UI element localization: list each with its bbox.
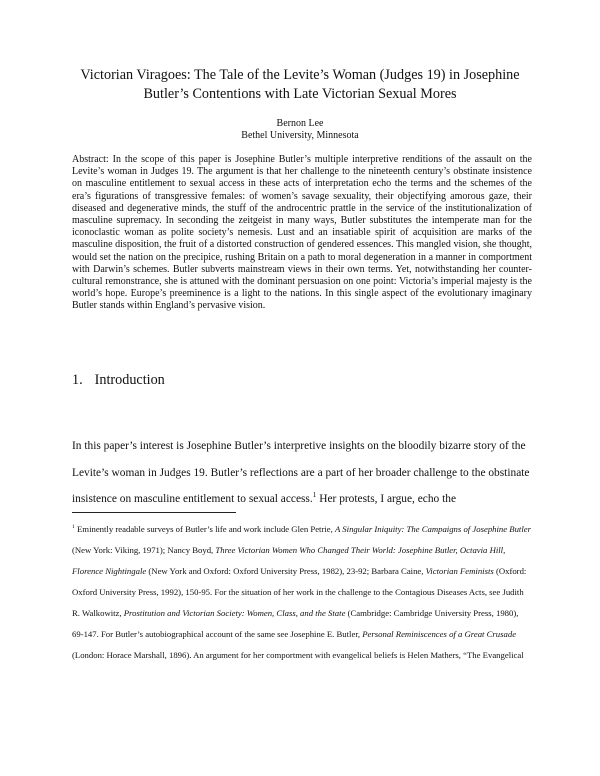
footnote-text: (New York and Oxford: Oxford University Press, 1982), 23-92; Barbara Caine, (146, 566, 426, 576)
footnote-text: (Cambridge: Cambridge University Press, 1980), 69-147. For Butler’s autobiographical account of the same see Josephine E. Butler, (72, 608, 519, 639)
footnote-text: (London: Horace Marshall, 1896). An argument for her comportment with evangelical beliefs is Helen Mathers, “The Evangelical (72, 650, 524, 660)
footnote-text: (Oxford: Oxford University Press, 1992), 150-95. For the situation of her work in the challenge to the Contagious Diseases Acts, see Judith R. Walkowitz, (72, 566, 527, 618)
section-number: 1. (72, 372, 83, 388)
intro-text-continued: Her protests, I argue, echo the (316, 493, 457, 505)
title-line-2: Butler’s Contentions with Late Victorian Sexual Mores (143, 86, 457, 102)
title-line-1: Victorian Viragoes: The Tale of the Levite’s Woman (Judges 19) in Josephine (80, 67, 520, 83)
footnote-1 (72, 519, 532, 666)
intro-body (72, 433, 532, 513)
footnote-separator (72, 512, 236, 513)
intro-text: In this paper’s interest is Josephine Butler’s interpretive insights on the bloodily bizarre story of the Levite’s woman in Judges 19. Butler’s reflections are a part of her broader challenge to the obstinate insistence on masculine entitlement to sexual access. (72, 440, 530, 505)
section-heading (72, 372, 165, 389)
footnote-text: Eminently readable surveys of Butler’s life and work include Glen Petrie, (74, 524, 335, 534)
abstract: Abstract: In the scope of this paper is Josephine Butler’s multiple interpretive renditions of the assault on the Levite’s woman in Judges 19. The argument is that her challenge to the nineteenth century’s obstinate insistence on masculine entitlement to sexual access in these acts of interpretation echo the terms and the schemes of the era’s figurations of transgressive females: of women’s savage sexuality, their objectifying amorous gaze, their diseased and degenerative minds, the stuff of the androcentric prattle in the service of the institutionalization of masculine supremacy. In seconding the zeitgeist in many ways, Butler substitutes the intemperate man for the iconoclastic woman as polite society’s nemesis. Lust and an insatiable spirit of acquisition are marks of the masculine disposition, the fruit of a distorted construction of gendered essences. This mangled vision, she thought, would set the nation on the precipice, rushing Britain on a path to moral degeneration in a manner in comportment with Darwin’s schemes. Butler subverts mainstream views in their own terms. Yet, notwithstanding her counter-cultural remonstrance, she is attuned with the dominant persuasion on one point: Victoria’s imperial majesty is the world’s hope. Europe’s preeminence is a light to the nations. In this single aspect of the evolutionary imaginary Butler stands within England’s pervasive vision. (72, 154, 532, 312)
author-name: Bernon Lee (276, 118, 324, 129)
section-title: Introduction (94, 372, 165, 388)
author-affiliation: Bethel University, Minnesota (241, 130, 359, 141)
footnote-book-title: A Singular Iniquity: The Campaigns of Josephine Butler (334, 524, 532, 534)
footnote-mark: 1 (72, 524, 75, 531)
footnote-reference[interactable]: 1 (312, 490, 317, 500)
footnote-book-title: Personal Reminiscences of a Great Crusade (362, 629, 517, 639)
author-block (60, 118, 540, 142)
footnote-book-title: Prostitution and Victorian Society: Women, Class, and the State (123, 608, 346, 618)
footnote-text: (New York: Viking, 1971); Nancy Boyd, (72, 545, 216, 555)
footnote-book-title: Victorian Feminists (425, 566, 494, 576)
intro-paragraph (72, 433, 532, 513)
footnote-book-title: Three Victorian Women Who Changed Their World: Josephine Butler, Octavia Hill, Florence Nightingale (72, 545, 506, 576)
paper-title (60, 66, 540, 104)
